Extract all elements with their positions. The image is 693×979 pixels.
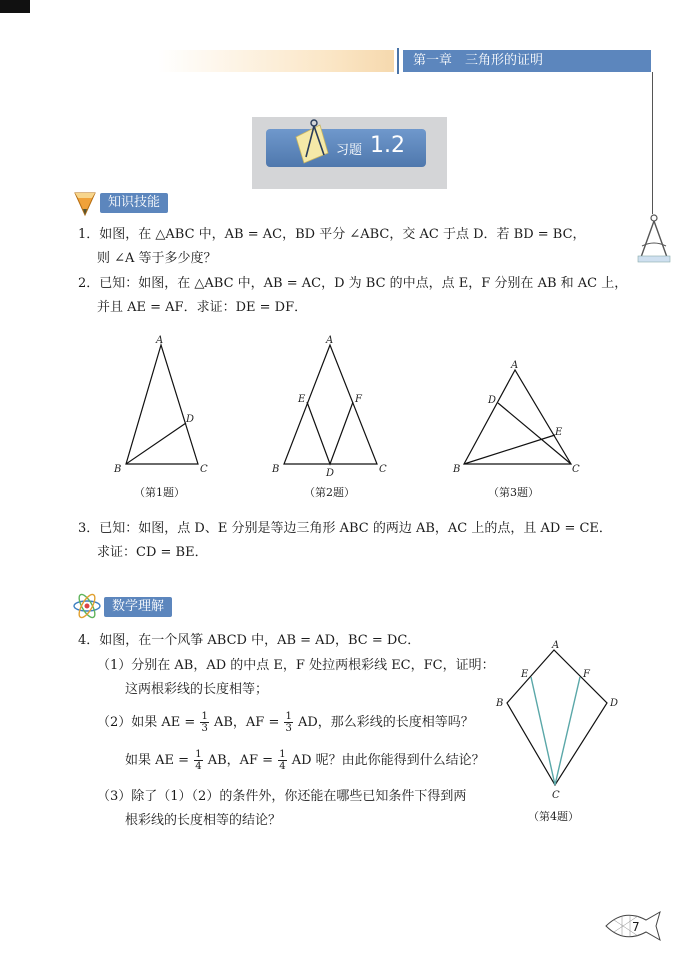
fig2-label-B: B [272,464,280,475]
caption-fig4: （第4题） [528,810,579,823]
fraction-one-fourth: $\frac{1}{4}$ [279,749,286,772]
pencil-icon [72,187,98,217]
caption-fig3: （第3题） [488,486,539,499]
fig2-label-E: E [298,394,306,405]
fig4-label-D: D [610,698,619,709]
fig4-label-F: F [583,669,590,680]
section-label-skills: 知识技能 [100,193,168,213]
problem-4-q3-line1: （3）除了（1）（2）的条件外，你还能在哪些已知条件下得到两 [97,789,467,804]
problem-4-q2-line1: （2）如果 AE = $\frac{1}{3}$ AB，AF = $\frac{1}{3}$ AD，那么彩线的长度相等吗？ [97,711,474,734]
header-gradient [158,50,394,72]
problem-2-line2: 并且 AE = AF．求证：DE = DF． [97,300,308,315]
fraction-one-third: $\frac{1}{3}$ [285,711,292,734]
fig2-label-A: A [326,335,334,346]
caption-fig2: （第2题） [304,486,355,499]
margin-line [652,72,653,214]
fig4-label-C: C [552,790,560,801]
section-label-understanding: 数学理解 [104,597,172,617]
fig3-label-D: D [488,395,497,406]
header-divider [397,48,399,74]
problem-4-q1-line2: 这两根彩线的长度相等； [125,682,269,697]
figure-2 [265,330,395,480]
problem-1-line2: 则 ∠A 等于多少度？ [97,251,217,266]
problem-2-line1: 2．已知：如图，在 △ABC 中，AB = AC，D 为 BC 的中点，点 E，F 分别在 AB 和 AC 上， [78,276,628,291]
title-prefix: 习题 [336,143,363,158]
fraction-one-fourth: $\frac{1}{4}$ [195,749,202,772]
figure-3 [445,355,595,480]
problem-4-q3-line2: 根彩线的长度相等的结论？ [125,813,282,828]
figure-4 [490,635,630,805]
problem-1-line1: 1．如图，在 △ABC 中，AB = AC，BD 平分 ∠ABC，交 AC 于点 D．若 BD = BC， [78,227,586,242]
fish-icon [598,906,664,946]
problem-3-line1: 3．已知：如图，点 D、E 分别是等边三角形 ABC 的两边 AB，AC 上的点，且 AD = CE． [78,521,612,536]
fig2-label-D: D [326,468,335,479]
fig4-label-E: E [521,669,529,680]
fig4-label-A: A [552,640,560,651]
compass-icon [632,212,676,264]
title-number: 1.2 [370,133,405,158]
compass-icon [294,117,334,165]
figure-1 [100,330,220,480]
exercise-title [266,129,426,167]
problem-4-line1: 4．如图，在一个风筝 ABCD 中，AB = AD，BC = DC． [78,633,421,648]
atom-icon [72,593,102,619]
fig2-label-C: C [379,464,387,475]
fig3-label-B: B [453,464,461,475]
problem-4-q2-line2: 如果 AE = $\frac{1}{4}$ AB，AF = $\frac{1}{4}$ AD 呢？由此你能得到什么结论？ [125,749,485,772]
problem-3-line2: 求证：CD = BE． [97,545,208,560]
fig3-label-A: A [511,360,519,371]
fig1-label-A: A [156,335,164,346]
caption-fig1: （第1题） [134,486,185,499]
fig1-label-C: C [200,464,208,475]
fig1-label-D: D [186,414,195,425]
problem-4-q1-line1: （1）分别在 AB，AD 的中点 E，F 处拉两根彩线 EC，FC，证明： [97,658,495,673]
fig2-label-F: F [355,394,362,405]
fraction-one-third: $\frac{1}{3}$ [201,711,208,734]
page-number: 7 [632,920,640,934]
fig1-label-B: B [114,464,122,475]
chapter-header: 第一章 三角形的证明 [403,50,651,72]
fig3-label-C: C [572,464,580,475]
fig4-label-B: B [496,698,504,709]
corner-mark [0,0,30,13]
fig3-label-E: E [555,427,563,438]
